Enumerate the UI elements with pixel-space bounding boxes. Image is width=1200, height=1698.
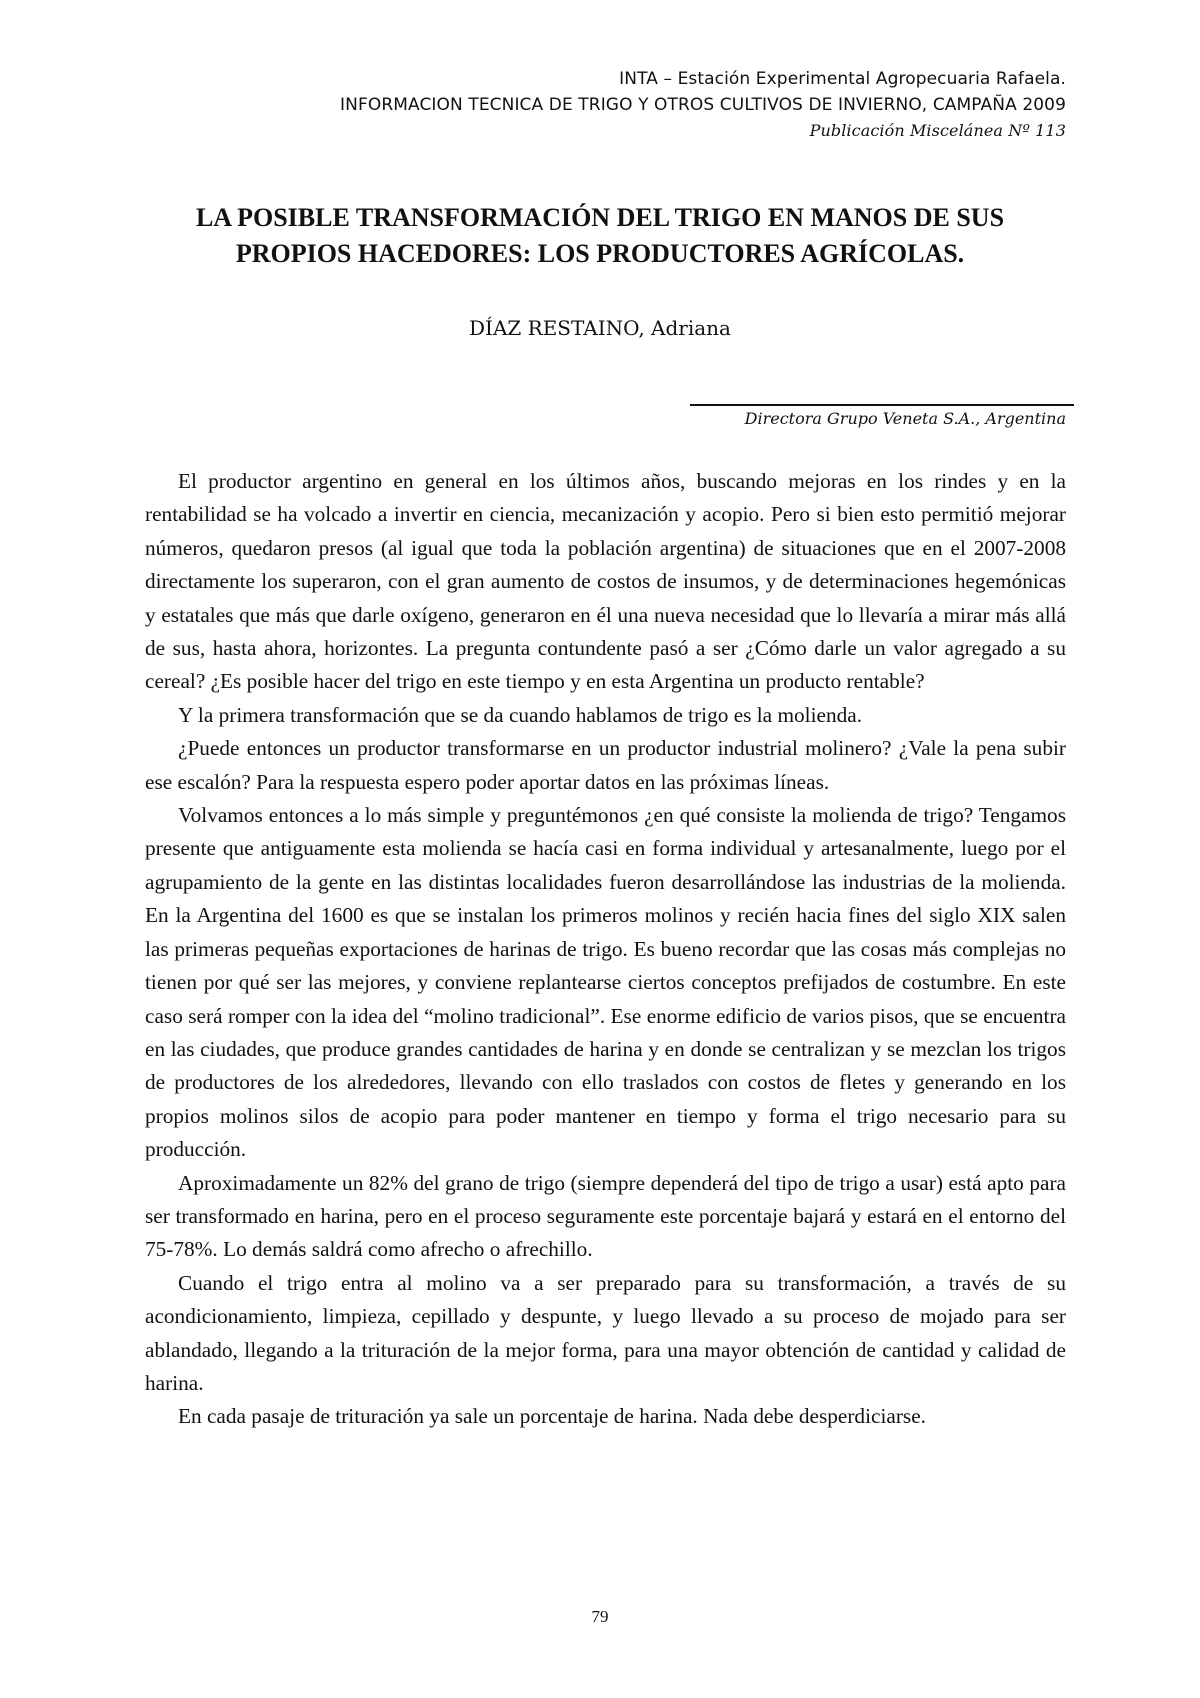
article-title — [140, 200, 1060, 272]
article-body — [145, 465, 1066, 1434]
body-paragraph-1: El productor argentino en general en los últimos años, buscando mejoras en los rindes y en la rentabilidad se ha volcado a invertir en ciencia, mecanización y acopio. Pero si bien esto permitió mejorar números, quedaron presos (al igual que toda la población argentina) de situaciones que en el 2007-2008 directamente los superaron, con el gran aumento de costos de insumos, y de determinaciones hegemónicas y estatales que más que darle oxígeno, generaron en él una nueva necesidad que lo llevaría a mirar más allá de sus, hasta ahora, horizontes. La pregunta contundente pasó a ser ¿Cómo darle un valor agregado a su cereal? ¿Es posible hacer del trigo en este tiempo y en esta Argentina un producto rentable? — [145, 469, 1066, 694]
title-line-2: PROPIOS HACEDORES: LOS PRODUCTORES AGRÍCOLAS. — [235, 239, 965, 268]
body-paragraph-3: ¿Puede entonces un productor transformarse en un productor industrial molinero? ¿Vale la pena subir ese escalón? Para la respuesta espero poder aportar datos en las próximas líneas. — [145, 736, 1066, 794]
affiliation-rule — [690, 404, 1074, 406]
header-institution: INTA – Estación Experimental Agropecuaria Rafaela. — [619, 69, 1066, 89]
title-line-1: LA POSIBLE TRANSFORMACIÓN DEL TRIGO EN MANOS DE SUS — [195, 203, 1005, 232]
body-paragraph-6: Cuando el trigo entra al molino va a ser preparado para su transformación, a través de su acondicionamiento, limpieza, cepillado y despunte, y luego llevado a su proceso de mojado para ser ablandado, llegando a la trituración de la mejor forma, para una mayor obtención de cantidad y calidad de harina. — [145, 1270, 1066, 1395]
body-paragraph-5: Aproximadamente un 82% del grano de trigo (siempre dependerá del tipo de trigo a usar) está apto para ser transformado en harina, pero en el proceso seguramente este porcentaje bajará y estará en el entorno del 75-78%. Lo demás saldrá como afrecho o afrechillo. — [145, 1170, 1066, 1262]
body-paragraph-2: Y la primera transformación que se da cuando hablamos de trigo es la molienda. — [178, 702, 863, 727]
running-header — [340, 66, 1066, 144]
body-paragraph-7: En cada pasaje de trituración ya sale un porcentaje de harina. Nada debe desperdiciarse. — [178, 1404, 926, 1429]
header-publication: INFORMACION TECNICA DE TRIGO Y OTROS CULTIVOS DE INVIERNO, CAMPAÑA 2009 — [340, 95, 1066, 115]
body-paragraph-4: Volvamos entonces a lo más simple y preguntémonos ¿en qué consiste la molienda de trigo? Tengamos presente que antiguamente esta molienda se hacía casi en forma individual y artesanalmente, luego por el agrupamiento de la gente en las distintas localidades fueron desarrollándose las industrias de la molienda. En la Argentina del 1600 es que se instalan los primeros molinos y recién hacia fines del siglo XIX salen las primeras pequeñas exportaciones de harinas de trigo. Es bueno recordar que las cosas más complejas no tienen por qué ser las mejores, y conviene replantearse ciertos conceptos prefijados de costumbre. En este caso será romper con la idea del “molino tradicional”. Ese enorme edificio de varios pisos, que se encuentra en las ciudades, que produce grandes cantidades de harina y en donde se centralizan y se mezclan los trigos de productores de los alrededores, llevando con ello traslados con costos de fletes y generando en los propios molinos silos de acopio para poder mantener en tiempo y forma el trigo necesario para su producción. — [145, 803, 1066, 1162]
author-name: DÍAZ RESTAINO, Adriana — [469, 316, 731, 340]
page-number: 79 — [591, 1607, 609, 1626]
author-affiliation: Directora Grupo Veneta S.A., Argentina — [744, 409, 1066, 428]
header-series: Publicación Miscelánea Nº 113 — [809, 121, 1066, 140]
